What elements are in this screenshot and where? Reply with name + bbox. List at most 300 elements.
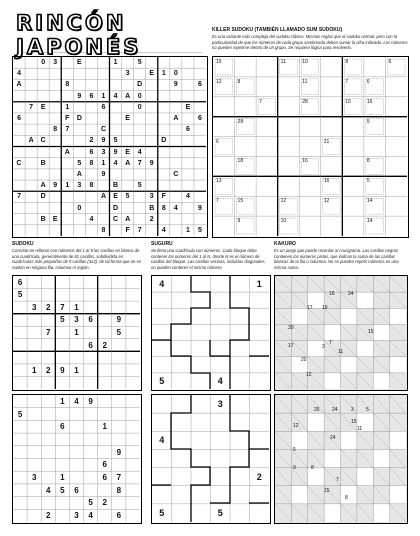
kakuro-diagonal (357, 431, 373, 449)
hex-cell: 1 (161, 70, 166, 78)
killer-clue: 10 (280, 218, 287, 225)
killer-clue: 18 (237, 158, 244, 165)
kakuro-clue: 26 (314, 407, 320, 413)
killer-clue: 16 (302, 158, 308, 165)
kakuro-diagonal (341, 373, 357, 389)
kakuro-clue: 11 (338, 349, 344, 355)
hex-cell: 9 (173, 81, 178, 89)
kakuro-diagonal (308, 431, 324, 449)
kakuro-white-cell (308, 413, 324, 431)
suguru-b-cell: 2 (256, 471, 262, 482)
kakuro-diagonal (291, 292, 307, 308)
kakuro-diagonal (390, 468, 406, 486)
kakuro-white-cell (390, 357, 406, 373)
killer-sudoku-grid (212, 56, 409, 238)
hex-cell: 0 (41, 59, 46, 67)
hex-cell: A (100, 193, 106, 201)
killer-clue: 8 (237, 78, 241, 85)
kakuro-white-cell (291, 308, 307, 324)
sudoku-a-cell: 6 (17, 277, 23, 287)
hex-cell: 3 (53, 59, 58, 67)
killer-clue: 6 (216, 138, 219, 145)
suguru-a-cell: 4 (217, 375, 223, 386)
sudoku-b-cell: 6 (60, 422, 65, 432)
killer-clue: 21 (323, 138, 330, 145)
kakuro-white-cell (324, 324, 340, 340)
kakuro-diagonal (275, 357, 291, 373)
kakuro-white-cell (324, 449, 340, 467)
hex-cell: 1 (65, 182, 70, 190)
kakuro-diagonal (275, 276, 291, 292)
kakuro-clue: 8 (311, 465, 314, 471)
hex-cell: C (173, 170, 179, 178)
killer-title: KILLER SUDOKU (TAMBIÉN LLAMADO SUM SUDOKU) (212, 27, 343, 33)
sudoku-b-cell: 1 (102, 422, 107, 432)
hex-cell: D (161, 137, 167, 145)
kakuro-diagonal (275, 413, 291, 431)
kakuro-white-cell (357, 341, 373, 357)
sudoku-a-cell: 6 (88, 340, 93, 350)
hex-cell: 9 (149, 159, 154, 167)
sudoku-a-cell: 2 (102, 340, 107, 350)
hex-cell: 8 (53, 126, 58, 134)
sudoku-text: Consiste en rellenar con números del 1 al 9 las casillas en blanco de una cuadrícula, generalmente de 81 casillas, subdividida en cuadrículas más pequeñas de 9 casillas (3x3), de tal forma que no se repitan en ninguna fila, columna ni región. (12, 248, 141, 270)
kakuro-clue: 19 (322, 305, 328, 311)
kakuro-clue: 17 (307, 305, 313, 311)
kakuro-diagonal (373, 468, 389, 486)
kakuro-diagonal (357, 373, 373, 389)
suguru-grid-b (151, 394, 271, 524)
kakuro-clue: 5 (293, 447, 296, 453)
sudoku-a-cell: 5 (17, 290, 23, 300)
suguru-description (151, 241, 271, 270)
sudoku-a-cell: 5 (60, 315, 65, 325)
killer-clue: 5 (366, 118, 370, 125)
kakuro-text: Es un juego que puede recordar al crucigrama. Las casillas negras contienen los números pistas, que indican la suma de las casillas blancas de la fila o columna. No se pueden repetir números en una misma suma. (274, 248, 399, 270)
kakuro-description (274, 241, 408, 270)
hex-cell: 3 (77, 182, 82, 190)
sudoku-title: SUDOKU (12, 241, 34, 247)
killer-clue: 15 (216, 59, 222, 65)
kakuro-diagonal (373, 486, 389, 504)
kakuro-diagonal (373, 308, 389, 324)
kakuro-clue: 24 (332, 407, 338, 413)
killer-clue: 12 (280, 198, 287, 205)
hex-cell: 0 (137, 92, 142, 100)
kakuro-white-cell (373, 324, 389, 340)
killer-clue: 9 (237, 218, 241, 225)
kakuro-white-cell (390, 486, 406, 504)
hex-cell: C (100, 126, 106, 134)
killer-clue: 6 (366, 78, 370, 85)
kakuro-diagonal (390, 413, 406, 431)
kakuro-b-lines (275, 395, 406, 522)
hex-cell: E (113, 193, 118, 201)
kakuro-clue: 24 (348, 291, 354, 297)
hex-cell: 4 (161, 226, 166, 234)
kakuro-diagonal (291, 276, 307, 292)
killer-text: Es una variante más compleja del sudoku clásico. Mismas reglas que el sudoku normal, pero con la particularidad de que los números de cada grupo sombreado deben sumar la cifra indicada. Los números no pueden repetirse dentro de un grupo. Se requiere lógica para resolverlo. (212, 34, 408, 50)
hex-cell: 9 (198, 204, 202, 212)
kakuro-diagonal (341, 276, 357, 292)
kakuro-white-cell (341, 431, 357, 449)
killer-clue: 7 (345, 78, 349, 85)
sudoku-b-cell: 6 (116, 511, 122, 521)
kakuro-white-cell (341, 308, 357, 324)
kakuro-clue: 7 (336, 477, 339, 483)
kakuro-diagonal (308, 276, 324, 292)
kakuro-white-cell (357, 292, 373, 308)
kakuro-diagonal (275, 486, 291, 504)
sudoku-a-cell: 2 (46, 365, 51, 375)
kakuro-white-cell (390, 431, 406, 449)
kakuro-diagonal (390, 324, 406, 340)
kakuro-white-cell (373, 449, 389, 467)
hex-cell: D (40, 193, 46, 201)
hex-cell: B (113, 182, 119, 190)
sudoku-a-cell: 1 (31, 365, 37, 375)
kakuro-clue: 12 (306, 372, 312, 378)
kakuro-diagonal (390, 395, 406, 413)
sudoku-b-lines (13, 395, 140, 522)
kakuro-clue: 9 (293, 465, 296, 471)
suguru-a-cell: 4 (159, 279, 165, 290)
kakuro-diagonal (341, 395, 357, 413)
sudoku-description (12, 241, 142, 270)
killer-clue: 5 (366, 178, 370, 185)
sudoku-a-cell: 3 (31, 302, 37, 312)
hex-cell: E (77, 59, 82, 67)
kakuro-diagonal (291, 395, 307, 413)
kakuro-white-cell (341, 357, 357, 373)
sudoku-b-cell: 4 (46, 485, 51, 495)
hex-cell: 4 (137, 148, 142, 156)
killer-clue: 15 (237, 198, 244, 205)
kakuro-clue: 7 (329, 340, 332, 346)
kakuro-diagonal (373, 276, 389, 292)
suguru-b-cell: 3 (217, 399, 223, 410)
sudoku-a-cell: 2 (46, 302, 51, 312)
hex-cell: A (76, 170, 82, 178)
suguru-title: SUGURU (151, 241, 173, 247)
hex-cell: E (52, 215, 58, 223)
kakuro-white-cell (324, 373, 340, 389)
kakuro-clue: 17 (288, 343, 294, 349)
kakuro-diagonal (308, 357, 324, 373)
hex-cell: E (149, 70, 155, 78)
hex-cell: A (125, 92, 131, 100)
hex-cell: 6 (198, 115, 202, 123)
hex-cell: 3 (101, 148, 106, 156)
hex-cell: 4 (113, 92, 118, 100)
hex-cell: 8 (101, 226, 106, 234)
hex-cell: 5 (113, 137, 118, 145)
page-title: RINCÓN JAPONÉS (16, 17, 202, 53)
sudoku-a-cell: 7 (46, 327, 51, 337)
suguru-grid-a (151, 275, 271, 391)
killer-description (212, 27, 408, 51)
kakuro-a-lines (275, 276, 406, 389)
killer-clue: 28 (302, 98, 308, 105)
hex-cell: 0 (77, 204, 82, 212)
kakuro-diagonal (275, 373, 291, 389)
sudoku-a-cell: 9 (60, 365, 65, 375)
kakuro-diagonal (341, 324, 357, 340)
kakuro-clue: 30 (288, 325, 294, 331)
hex-cell: 5 (77, 159, 82, 167)
killer-clue: 16 (366, 98, 373, 105)
hex-sudoku-grid (12, 56, 208, 238)
hex-cell: 1 (185, 226, 190, 234)
kakuro-white-cell (373, 373, 389, 389)
hex-cell: F (161, 193, 166, 201)
killer-clue: 11 (280, 59, 286, 65)
killer-grid-lines (213, 57, 407, 236)
kakuro-diagonal (324, 357, 340, 373)
hex-cell: 0 (137, 103, 142, 111)
hex-cell: A (16, 81, 22, 89)
hex-cell: 5 (198, 226, 202, 234)
hex-cell: 4 (17, 70, 21, 78)
kakuro-grid-b (274, 394, 408, 524)
suguru-b-cell: 4 (159, 435, 165, 446)
suguru-a-cell: 5 (159, 375, 165, 386)
kakuro-clue: 5 (366, 407, 369, 413)
kakuro-diagonal (341, 468, 357, 486)
hex-cell: 9 (101, 137, 106, 145)
hex-cell: 6 (185, 126, 190, 134)
kakuro-diagonal (357, 449, 373, 467)
sudoku-b-cell: 6 (74, 485, 79, 495)
hex-cell: A (173, 115, 179, 123)
hex-cell: A (125, 159, 131, 167)
kakuro-diagonal (357, 486, 373, 504)
kakuro-diagonal (357, 357, 373, 373)
sudoku-b-cell: 6 (102, 473, 107, 483)
kakuro-diagonal (275, 504, 291, 522)
killer-clue: 6 (388, 59, 392, 65)
hex-cell: 6 (101, 103, 106, 111)
kakuro-diagonal (275, 449, 291, 467)
killer-clue: 8 (366, 158, 370, 165)
suguru-b-cell: 5 (159, 507, 165, 518)
killer-clue: 10 (302, 59, 308, 65)
hex-cell: 0 (173, 70, 178, 78)
kakuro-diagonal (390, 276, 406, 292)
kakuro-diagonal (308, 504, 324, 522)
kakuro-clue: 3 (322, 344, 325, 350)
kakuro-clue: 15 (324, 488, 330, 494)
hex-cell: C (113, 215, 119, 223)
sudoku-a-cell: 6 (88, 315, 93, 325)
sudoku-grid-b (12, 394, 142, 524)
hex-cell: F (125, 226, 130, 234)
kakuro-white-cell (324, 504, 340, 522)
sudoku-b-cell: 9 (116, 447, 122, 457)
hex-cell: 3 (149, 193, 154, 201)
sudoku-grid-a (12, 275, 142, 391)
sudoku-a-cell: 5 (116, 327, 122, 337)
kakuro-diagonal (373, 292, 389, 308)
kakuro-diagonal (373, 431, 389, 449)
hex-cell: 8 (89, 182, 94, 190)
sudoku-b-cell: 9 (88, 396, 93, 406)
kakuro-diagonal (373, 357, 389, 373)
hex-cell: A (64, 148, 70, 156)
kakuro-diagonal (291, 504, 307, 522)
hex-cell: 9 (101, 170, 106, 178)
hex-cell: 2 (89, 137, 94, 145)
kakuro-diagonal (373, 341, 389, 357)
hex-cell: B (40, 215, 46, 223)
suguru-text: Se llena una cuadrícula con números. Cada bloque debe contener los números del 1 al N, donde N es el número de casillas del bloque. Las casillas vecinas, incluidas diagonales, no pueden contener el mismo número. (151, 248, 266, 270)
sudoku-b-cell: 8 (116, 485, 122, 495)
killer-clue: 28 (237, 118, 244, 125)
sudoku-b-cell: 1 (60, 473, 65, 483)
sudoku-a-cell: 1 (74, 365, 79, 375)
hex-cell: 6 (89, 148, 94, 156)
kakuro-white-cell (341, 486, 357, 504)
hex-cell: B (149, 204, 155, 212)
hex-cell: D (113, 204, 119, 212)
sudoku-b-cell: 1 (60, 396, 65, 406)
sudoku-b-cell: 2 (102, 498, 107, 508)
kakuro-white-cell (373, 504, 389, 522)
hex-cell: D (137, 81, 143, 89)
killer-clue: 13 (216, 178, 222, 185)
kakuro-diagonal (390, 373, 406, 389)
hex-cell: 6 (198, 81, 202, 89)
suguru-a-cell: 1 (256, 279, 262, 290)
kakuro-diagonal (308, 486, 324, 504)
killer-clue: 15 (345, 98, 351, 105)
kakuro-diagonal (390, 292, 406, 308)
hex-cell: A (40, 182, 46, 190)
sudoku-a-cell: 9 (116, 315, 122, 325)
hex-cell: 7 (29, 103, 34, 111)
sudoku-b-cell: 3 (74, 511, 79, 521)
hex-cell: C (16, 159, 22, 167)
killer-clue: 12 (323, 198, 330, 205)
kakuro-diagonal (357, 308, 373, 324)
kakuro-diagonal (308, 324, 324, 340)
hex-cell: D (76, 115, 82, 123)
kakuro-clue: 24 (330, 435, 336, 441)
sudoku-b-cell: 7 (116, 473, 122, 483)
hex-cell: 3 (125, 70, 130, 78)
hex-cell: B (40, 159, 46, 167)
hex-cell: 9 (53, 182, 58, 190)
kakuro-diagonal (357, 276, 373, 292)
hex-cell: A (125, 215, 131, 223)
kakuro-clue: 15 (351, 419, 357, 425)
hex-cell: 7 (137, 226, 142, 234)
hex-cell: E (185, 103, 191, 111)
sudoku-b-cell: 5 (60, 485, 65, 495)
killer-clue: 14 (366, 218, 373, 225)
sudoku-b-cell: 5 (17, 409, 23, 419)
killer-clue: 7 (259, 98, 262, 105)
hex-cell: 7 (65, 126, 70, 134)
hex-cell: E (125, 148, 130, 156)
kakuro-clue: 12 (293, 423, 299, 429)
kakuro-diagonal (373, 395, 389, 413)
hex-cell: 4 (173, 204, 178, 212)
hex-cell: 4 (89, 215, 94, 223)
hex-cell: 8 (161, 204, 166, 212)
hex-cell: A (28, 137, 34, 145)
kakuro-diagonal (275, 431, 291, 449)
kakuro-diagonal (357, 504, 373, 522)
sudoku-b-cell: 3 (31, 473, 37, 483)
kakuro-grid-a (274, 275, 408, 391)
kakuro-clue: 3 (351, 407, 354, 413)
hex-cell: 5 (125, 193, 130, 201)
hex-cell: 1 (101, 92, 106, 100)
hex-cell: 1 (113, 59, 118, 67)
kakuro-diagonal (390, 341, 406, 357)
kakuro-diagonal (390, 449, 406, 467)
hex-cell: 4 (113, 159, 118, 167)
hex-cell: F (65, 115, 70, 123)
kakuro-white-cell (291, 486, 307, 504)
kakuro-diagonal (341, 449, 357, 467)
kakuro-diagonal (341, 504, 357, 522)
hex-cell: 1 (101, 159, 106, 167)
hex-cell: 7 (137, 159, 142, 167)
sudoku-b-cell: 4 (74, 396, 79, 406)
hex-cell: 9 (113, 148, 118, 156)
sudoku-a-cell: 1 (74, 327, 79, 337)
kakuro-clue: 11 (357, 426, 363, 432)
sudoku-b-cell: 6 (102, 460, 107, 470)
suguru-b-cell: 5 (217, 507, 223, 518)
hex-cell: 9 (77, 92, 82, 100)
killer-clue: 16 (323, 178, 330, 185)
kakuro-white-cell (357, 468, 373, 486)
killer-clue: 14 (366, 198, 373, 205)
kakuro-white-cell (390, 308, 406, 324)
killer-clue: 8 (345, 59, 349, 65)
sudoku-b-cell: 2 (46, 511, 51, 521)
kakuro-diagonal (275, 292, 291, 308)
hex-cell: 5 (137, 59, 142, 67)
kakuro-clue: 16 (329, 291, 335, 297)
hex-cell: 4 (185, 193, 190, 201)
hex-cell: C (40, 137, 46, 145)
hex-cell: E (40, 103, 46, 111)
hex-cell: 1 (65, 103, 70, 111)
hex-cell: 6 (89, 92, 94, 100)
sudoku-a-cell: 7 (60, 302, 65, 312)
hex-cell: 7 (17, 193, 21, 201)
kakuro-diagonal (275, 395, 291, 413)
kakuro-diagonal (324, 276, 340, 292)
kakuro-diagonal (373, 413, 389, 431)
kakuro-diagonal (275, 468, 291, 486)
sudoku-b-cell: 4 (88, 511, 93, 521)
sudoku-b-cell: 5 (88, 498, 93, 508)
hex-cell: 8 (65, 81, 70, 89)
hex-cell: 2 (149, 215, 154, 223)
kakuro-clue: 8 (345, 495, 348, 501)
hex-cell: 5 (137, 182, 142, 190)
hex-cell: E (125, 115, 130, 123)
hex-cell: 6 (17, 115, 21, 123)
hex-cell: 8 (89, 159, 94, 167)
sudoku-a-cell: 3 (74, 315, 79, 325)
kakuro-diagonal (390, 504, 406, 522)
